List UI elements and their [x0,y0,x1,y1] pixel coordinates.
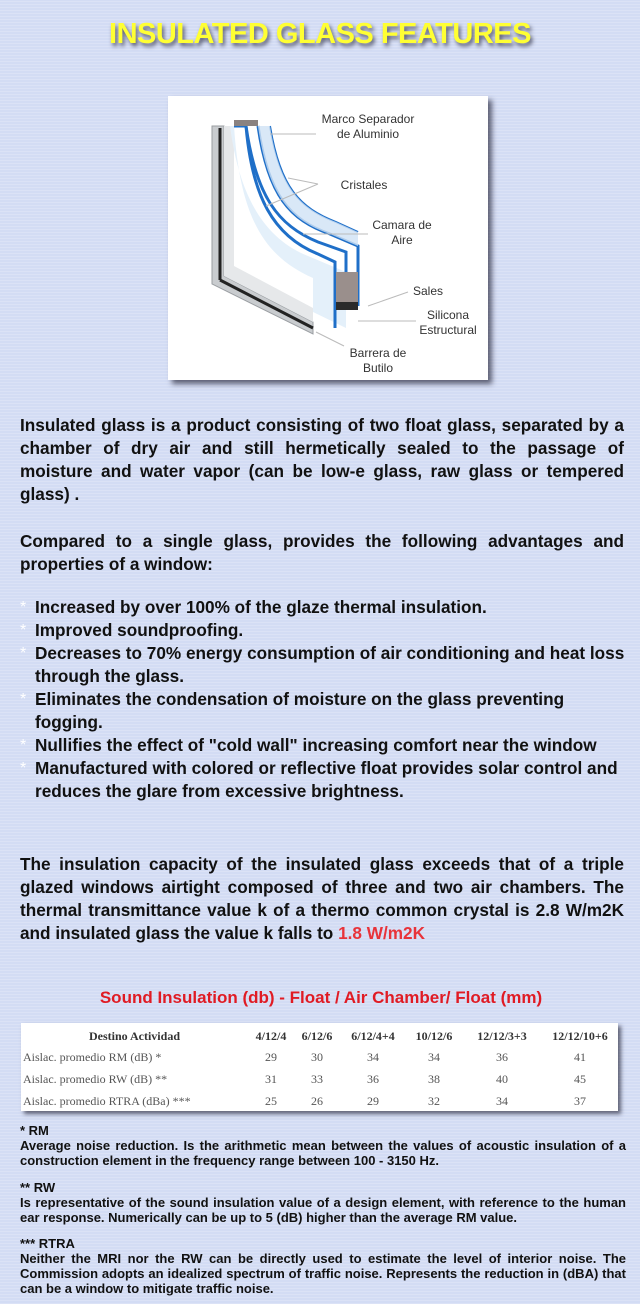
column-header: 12/12/10+6 [552,1028,608,1043]
advantage-item [20,596,630,619]
sound-table-title: Sound Insulation (db) - Float / Air Chamber/ Float (mm) [99,988,543,1007]
note-title: * RM [20,1123,49,1138]
advantage-text: Decreases to 70% energy consumption of air conditioning and heat loss through the glass. [35,643,625,686]
label-line: Silicona [426,308,470,322]
advantage-item [20,619,630,642]
table-cell: 34 [496,1093,508,1108]
note-title: *** RTRA [20,1236,75,1251]
label-line: de Aluminio [336,127,400,141]
column-header: 12/12/3+3 [477,1028,527,1043]
row-label: Aislac. promedio RW (dB) ** [23,1071,168,1086]
advantage-text: Improved soundproofing. [35,620,244,640]
bullet-star-icon: * [20,760,27,777]
advantage-item [20,734,630,757]
table-cell: 38 [428,1071,440,1086]
note-text: Neither the MRI nor the RW can be directly used to estimate the level of interior noise. The Commission adopts an idealized spectrum of traffic noise. Represents the reduction in (dBA) that can be a window to mitigate traffic noise. [20,1251,626,1296]
advantage-text: Manufactured with colored or reflective float provides solar control and reduces the glare from excessive brightness. [35,758,618,801]
column-header: 6/12/4+4 [351,1028,395,1043]
label-line: Camara de [372,218,432,232]
note-rm [20,1123,626,1168]
table-cell: 34 [428,1049,440,1064]
table-cell: 25 [265,1093,277,1108]
label-line: Barrera de [349,346,407,360]
advantages-list [20,596,630,803]
label-cristales: Cristales [340,178,388,192]
note-title: ** RW [20,1180,56,1195]
bullet-star-icon: * [20,645,27,662]
table-cell: 37 [574,1093,586,1108]
table-header-row [21,1026,618,1046]
note-rw [20,1180,626,1225]
insulation-capacity-paragraph [20,853,624,945]
insulated-glass-diagram [168,96,488,380]
table-cell: 36 [496,1049,508,1064]
column-header: 4/12/4 [255,1028,287,1043]
table-cell: 29 [367,1093,379,1108]
label-line: Butilo [362,361,394,375]
advantage-text: Increased by over 100% of the glaze thermal insulation. [35,597,487,617]
table-cell: 29 [265,1049,277,1064]
bullet-star-icon: * [20,622,27,639]
advantage-text: Eliminates the condensation of moisture on the glass preventing fogging. [35,689,565,732]
table-cell: 34 [367,1049,379,1064]
advantage-item [20,642,630,688]
table-cell: 26 [311,1093,323,1108]
row-label: Aislac. promedio RTRA (dBa) *** [23,1093,191,1108]
table-cell: 45 [574,1071,586,1086]
label-barrera-de-butilo [338,346,418,376]
advantage-item [20,688,630,734]
note-text: Average noise reduction. Is the arithmetic mean between the values of acoustic insulation of a construction element in the frequency range between 100 - 3150 Hz. [20,1138,626,1168]
table-cell: 40 [496,1071,508,1086]
advantage-text: Nullifies the effect of "cold wall" increasing comfort near the window [35,735,597,755]
sound-insulation-table [21,1023,618,1111]
table-cell: 30 [311,1049,323,1064]
label-line: Marco Separador [321,112,415,126]
table-cell: 41 [574,1049,586,1064]
bullet-star-icon: * [20,737,27,754]
k-value-highlight: 1.8 W/m2K [338,923,425,943]
label-silicona-estructural [412,308,484,338]
label-marco-separador [308,112,428,142]
note-rtra [20,1236,626,1296]
label-line: Aire [391,233,413,247]
advantage-item [20,757,630,803]
column-header: Destino Actividad [88,1028,180,1043]
table-cell: 33 [311,1071,323,1086]
bullet-star-icon: * [20,599,27,616]
table-cell: 32 [428,1093,440,1108]
bullet-star-icon: * [20,691,27,708]
label-camara-de-aire [366,218,438,248]
table-row [21,1046,618,1068]
label-line: Estructural [419,323,477,337]
table-cell: 36 [367,1071,379,1086]
intro-paragraph: Insulated glass is a product consisting of two float glass, separated by a chamber of dry air and still hermetically sealed to the passage of moisture and water vapor (can be low-e glass, raw glass or tempered glass) . [20,415,624,504]
column-header: 10/12/6 [415,1028,453,1043]
table-cell: 31 [265,1071,277,1086]
column-header: 6/12/6 [301,1028,333,1043]
page-title: INSULATED GLASS FEATURES [109,18,531,50]
capacity-text: The insulation capacity of the insulated glass exceeds that of a triple glazed windows airtight composed of three and two air chambers. The thermal transmittance value k of a thermo common crystal is 2.8 W/m2K and insulated glass the value k falls to [20,854,624,943]
table-row [21,1090,618,1112]
advantages-intro: Compared to a single glass, provides the following advantages and properties of a window: [20,531,624,574]
table-row [21,1068,618,1090]
row-label: Aislac. promedio RM (dB) * [23,1049,162,1064]
note-text: Is representative of the sound insulation value of a design element, with reference to the human ear response. Numerically can be up to 5 (dB) higher than the average RM value. [20,1195,626,1225]
label-sales: Sales [412,284,444,298]
